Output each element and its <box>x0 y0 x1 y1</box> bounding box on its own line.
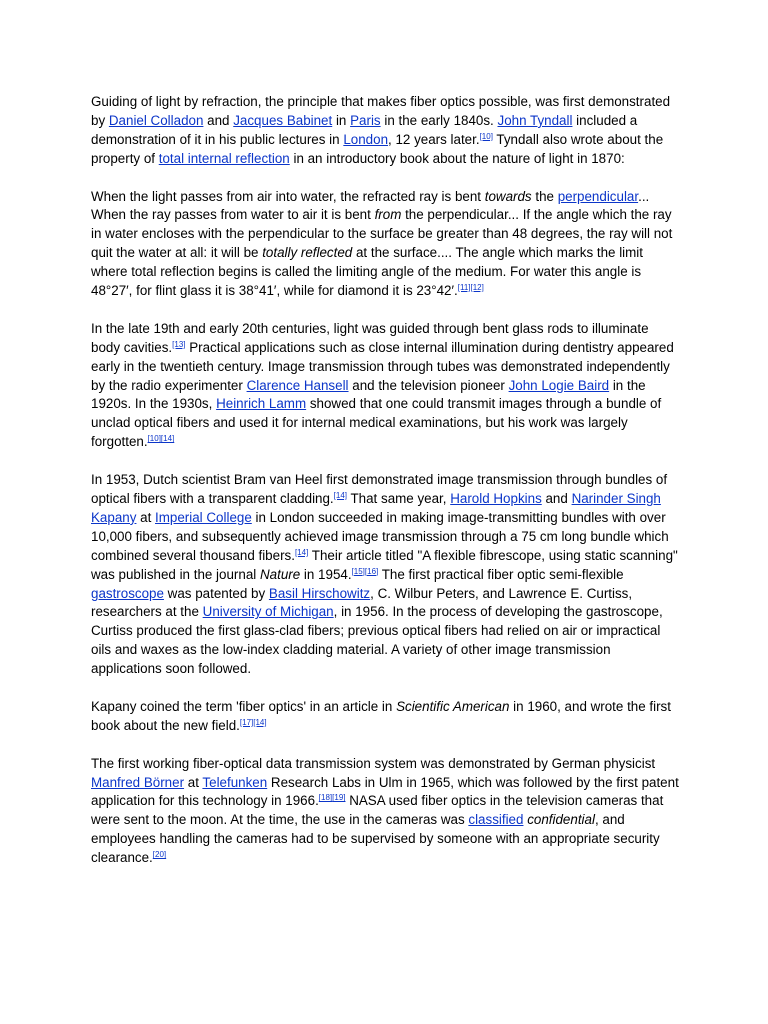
citation-link[interactable]: [17] <box>239 717 254 727</box>
citation-ref <box>365 567 378 576</box>
body-text: the perpendicular... If the angle which the ray in water encloses with the perpendicular to the surface be greater than 48 degrees, the ray will not quit the water at all: it will be <box>91 207 673 261</box>
citation-ref <box>319 793 332 802</box>
citation-ref <box>172 340 185 349</box>
body-text: , C. Wilbur Peters, and Lawrence E. Curtiss, researchers at the <box>91 585 633 620</box>
wiki-link[interactable]: John Logie Baird <box>508 377 610 393</box>
body-text: at <box>184 774 203 790</box>
body-text: in an introductory book about the nature of light in 1870: <box>289 150 625 166</box>
body-text: in the 1920s. In the 1930s, <box>91 377 646 412</box>
citation-link[interactable]: [14] <box>333 490 347 500</box>
wiki-link[interactable]: Telefunken <box>202 774 268 790</box>
wiki-link[interactable]: Imperial College <box>155 509 252 525</box>
body-text: Tyndall also wrote about the property of <box>91 131 664 166</box>
body-text: in the early 1840s. <box>380 112 498 128</box>
wiki-link[interactable]: Heinrich Lamm <box>216 396 307 412</box>
citation-ref <box>470 283 483 292</box>
wiki-link[interactable]: University of Michigan <box>202 604 334 620</box>
body-text: and the television pioneer <box>348 377 509 393</box>
body-text: The first practical fiber optic semi-flexible <box>378 566 624 582</box>
emphasis-text: from <box>374 207 402 223</box>
body-text: , 12 years later. <box>388 131 480 147</box>
citation-link[interactable]: [13] <box>172 339 186 349</box>
body-text: In the late 19th and early 20th centuries, light was guided through bent glass rods to illuminate body cavities. <box>91 320 649 355</box>
body-text: , and employees handling the cameras had to be supervised by someone with an appropriate security clearance. <box>91 812 660 866</box>
wiki-link[interactable]: classified <box>468 812 524 828</box>
paragraph-1 <box>91 93 681 169</box>
citation-link[interactable]: [10] <box>479 131 493 141</box>
wiki-link[interactable]: perpendicular <box>557 188 639 204</box>
body-text: NASA used fiber optics in the television cameras that were sent to the moon. At the time, the use in the cameras was <box>91 793 664 828</box>
body-text: included a demonstration of it in his public lectures in <box>91 112 638 147</box>
body-text: Kapany coined the term 'fiber optics' in an article in <box>91 698 397 714</box>
body-text: at the surface.... The angle which marks the limit where total reflection begins is called the limiting angle of the medium. For water this angle is 48°27′, for flint glass it is 38°41′, while for diamond it is 23°42′. <box>91 245 644 299</box>
paragraph-2 <box>91 188 681 301</box>
body-text: in London succeeded in making image-transmitting bundles with over 10,000 fibers, and subsequently achieved image transmission through a 75 cm long bundle which combined several thousand fibers. <box>91 509 669 563</box>
wiki-link[interactable]: gastroscope <box>91 585 164 601</box>
body-text: in <box>332 112 351 128</box>
emphasis-text: totally reflected <box>262 245 353 261</box>
document-page <box>91 93 681 887</box>
body-text: ... When the ray passes from water to air it is bent <box>91 188 650 223</box>
wiki-link[interactable]: Paris <box>350 112 381 128</box>
citation-ref <box>161 434 174 443</box>
paragraph-5 <box>91 698 681 736</box>
body-text: in 1954. <box>300 566 352 582</box>
wiki-link[interactable]: Clarence Hansell <box>246 377 349 393</box>
body-text: Research Labs in Ulm in 1965, which was followed by the first patent application for this technology in 1966. <box>91 774 679 809</box>
citation-ref <box>253 718 266 727</box>
emphasis-text: Scientific American <box>396 698 510 714</box>
citation-ref <box>332 793 345 802</box>
citation-link[interactable]: [11] <box>457 283 471 293</box>
citation-ref <box>295 548 308 557</box>
citation-link[interactable]: [18] <box>318 793 333 803</box>
citation-link[interactable]: [19] <box>332 793 346 803</box>
wiki-link[interactable]: Jacques Babinet <box>233 112 333 128</box>
emphasis-text: confidential <box>527 812 595 828</box>
body-text: Their article titled "A flexible fibrescope, using static scanning" was published in the journal <box>91 547 678 582</box>
emphasis-text: Nature <box>259 566 301 582</box>
citation-ref <box>240 718 253 727</box>
body-text: Guiding of light by refraction, the principle that makes fiber optics possible, was first demonstrated by <box>91 94 671 128</box>
emphasis-text: towards <box>484 188 532 204</box>
wiki-link[interactable]: John Tyndall <box>497 112 573 128</box>
wiki-link[interactable]: total internal reflection <box>158 150 290 166</box>
citation-link[interactable]: [15] <box>351 566 365 576</box>
citation-link[interactable]: [10] <box>147 434 161 444</box>
body-text: That same year, <box>347 490 451 506</box>
citation-ref <box>334 491 347 500</box>
body-text: Practical applications such as close internal illumination during dentistry appeared early in the twentieth century. Image transmission through tubes was demonstrated independently by the radio experimenter <box>91 339 674 393</box>
citation-link[interactable]: [14] <box>294 547 309 557</box>
citation-link[interactable]: [20] <box>152 850 167 860</box>
body-text: The first working fiber-optical data transmission system was demonstrated by German physicist <box>91 755 656 771</box>
wiki-link[interactable]: London <box>343 131 389 147</box>
citation-link[interactable]: [16] <box>364 566 379 576</box>
body-text: was patented by <box>163 585 269 601</box>
wiki-link[interactable]: Narinder Singh Kapany <box>91 490 661 525</box>
citation-link[interactable]: [14] <box>160 434 175 444</box>
citation-link[interactable]: [14] <box>253 717 267 727</box>
body-text: , in 1956. In the process of developing the gastroscope, Curtiss produced the first glass-clad fibers; previous optical fibers had relied on air or impractical oils and waxes as the low-index cladding material. A variety of other image transmission applications soon followed. <box>91 604 663 677</box>
paragraph-6 <box>91 755 681 868</box>
citation-ref <box>148 434 161 443</box>
wiki-link[interactable]: Basil Hirschowitz <box>268 585 371 601</box>
citation-ref <box>480 132 493 141</box>
citation-ref <box>153 850 166 859</box>
paragraph-4 <box>91 471 681 679</box>
body-text: showed that one could transmit images through a bundle of unclad optical fibers and used it for internal medical examinations, but his work was largely forgotten. <box>91 396 662 450</box>
wiki-link[interactable]: Manfred Börner <box>91 774 185 790</box>
wiki-link[interactable]: Harold Hopkins <box>450 490 542 506</box>
body-text: the <box>531 188 558 204</box>
wiki-link[interactable]: Daniel Colladon <box>108 112 204 128</box>
body-text: at <box>136 509 156 525</box>
body-text: In 1953, Dutch scientist Bram van Heel first demonstrated image transmission through bundles of optical fibers with a transparent cladding. <box>91 472 668 506</box>
body-text: When the light passes from air into water, the refracted ray is bent <box>91 188 485 204</box>
body-text: in 1960, and wrote the first book about the new field. <box>91 698 671 733</box>
paragraph-3 <box>91 320 681 452</box>
body-text: and <box>203 112 234 128</box>
body-text: and <box>541 490 572 506</box>
citation-link[interactable]: [12] <box>470 283 484 293</box>
citation-ref <box>458 283 471 292</box>
citation-ref <box>352 567 365 576</box>
